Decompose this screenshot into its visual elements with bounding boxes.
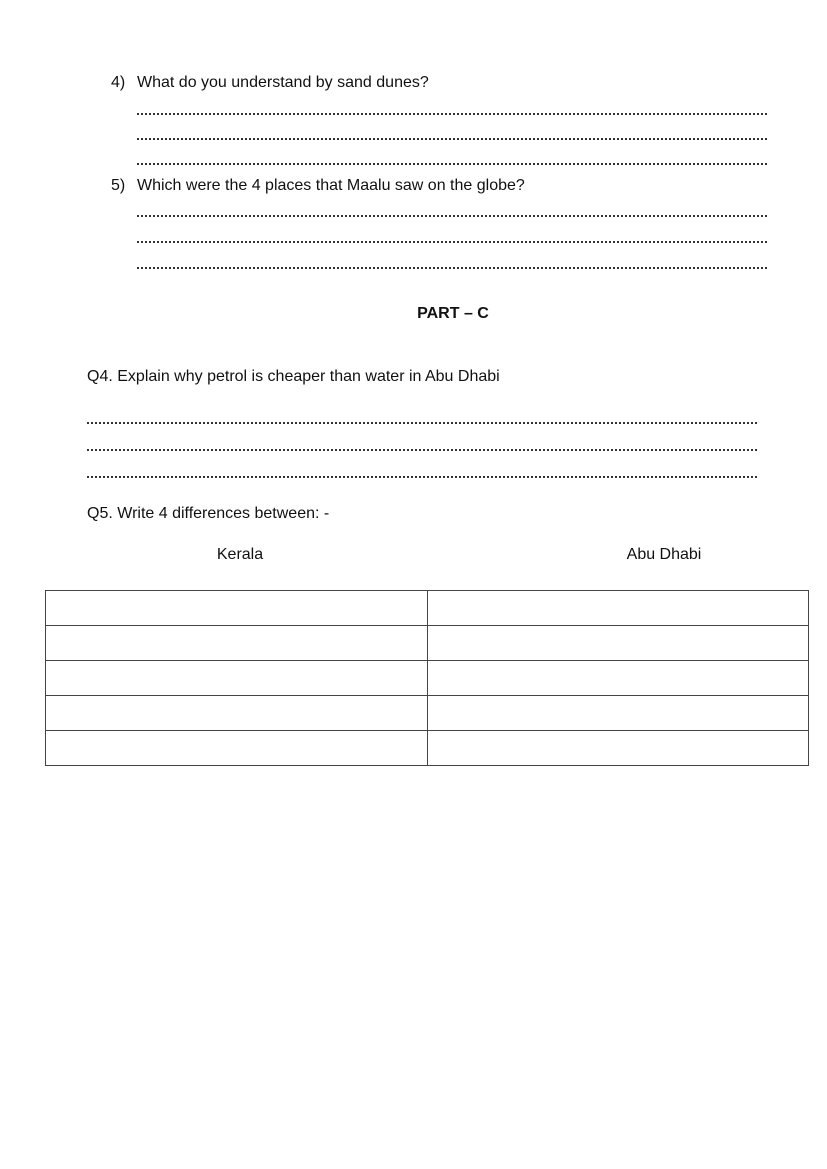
question-4 [111, 73, 429, 93]
answer-line-q4-3[interactable] [137, 163, 767, 165]
question-5 [111, 176, 525, 196]
differences-table [45, 590, 809, 766]
table-row [46, 696, 809, 731]
part-c-q5-number: Q5. [87, 505, 113, 522]
table-cell-kerala[interactable] [46, 626, 428, 661]
answer-line-pc-q4-2[interactable] [87, 449, 757, 451]
answer-line-q5-2[interactable] [137, 241, 767, 243]
table-cell-abu-dhabi[interactable] [428, 731, 809, 766]
question-5-text: Which were the 4 places that Maalu saw on the globe? [137, 177, 525, 194]
answer-line-pc-q4-3[interactable] [87, 476, 757, 478]
part-c-question-4 [87, 367, 500, 387]
part-c-q5-text: Write 4 differences between: - [117, 505, 330, 522]
table-row [46, 661, 809, 696]
question-5-number: 5) [111, 177, 126, 194]
question-4-text: What do you understand by sand dunes? [137, 74, 429, 91]
answer-line-q4-2[interactable] [137, 138, 767, 140]
part-c-question-5 [87, 504, 329, 524]
question-4-number: 4) [111, 74, 126, 91]
table-cell-abu-dhabi[interactable] [428, 661, 809, 696]
part-c-title: PART – C [417, 305, 489, 322]
table-cell-abu-dhabi[interactable] [428, 626, 809, 661]
table-cell-kerala[interactable] [46, 696, 428, 731]
answer-line-pc-q4-1[interactable] [87, 422, 757, 424]
table-row [46, 731, 809, 766]
answer-line-q5-3[interactable] [137, 267, 767, 269]
table-cell-kerala[interactable] [46, 731, 428, 766]
part-c-q4-number: Q4. [87, 368, 113, 385]
answer-line-q4-1[interactable] [137, 113, 767, 115]
table-row [46, 626, 809, 661]
part-c-q4-text: Explain why petrol is cheaper than water in Abu Dhabi [117, 368, 500, 385]
table-cell-kerala[interactable] [46, 661, 428, 696]
table-cell-kerala[interactable] [46, 591, 428, 626]
table-row [46, 591, 809, 626]
answer-line-q5-1[interactable] [137, 215, 767, 217]
table-cell-abu-dhabi[interactable] [428, 591, 809, 626]
column-heading-kerala: Kerala [216, 546, 264, 563]
column-heading-abu-dhabi: Abu Dhabi [626, 546, 702, 563]
table-cell-abu-dhabi[interactable] [428, 696, 809, 731]
